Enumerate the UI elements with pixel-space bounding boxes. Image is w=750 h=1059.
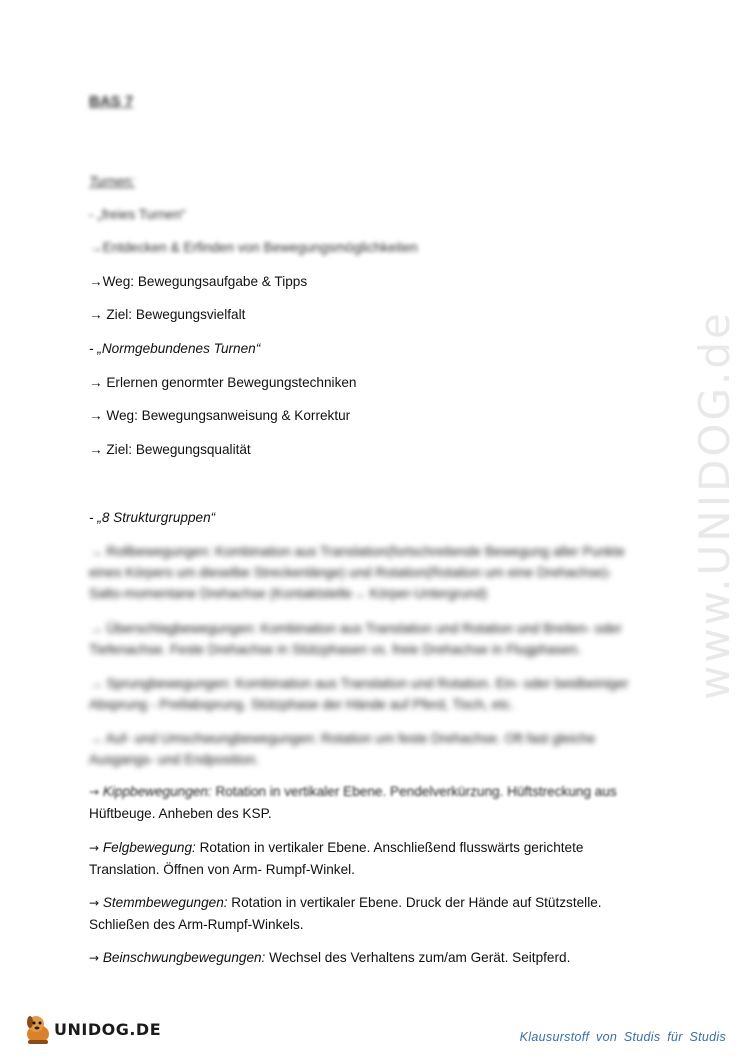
text-line: → Ziel: Bewegungsvielfalt (89, 307, 246, 322)
footer-tagline: Klausurstoff von Studis für Studis (519, 1030, 726, 1044)
blurred-paragraph: → Sprungbewegungen: Kombination aus Translation und Rotation. Ein- oder beidbeiniger Absprung - Prellabsprung. Stützphase der Hände auf Pferd, Tisch, etc. (89, 676, 629, 712)
section-heading: Turnen: (89, 174, 135, 189)
felg-paragraph (89, 837, 649, 880)
stemm-text: Rotation in vertikaler Ebene. Druck der Hände auf Stützstelle. Schließen des Arm-Rumpf-Winkels. (89, 895, 602, 932)
felg-text: Rotation in vertikaler Ebene. Anschließend flusswärts gerichtete Translation. Öffnen von Arm- Rumpf-Winkel. (89, 840, 584, 877)
text-line: - „8 Strukturgruppen“ (89, 510, 216, 525)
kipp-label: Kippbewegungen: (102, 784, 212, 799)
watermark: www.UNIDOG.de (690, 310, 739, 700)
stemm-label: Stemmbewegungen: (102, 895, 228, 910)
arrow-icon: → (89, 896, 100, 910)
text-line: →Weg: Bewegungsaufgabe & Tipps (89, 274, 308, 289)
blurred-paragraph: → Auf- und Umschwungbewegungen: Rotation um feste Drehachse. Oft fast gleiche Ausgangs- und Endposition. (89, 731, 596, 767)
text-line: → Weg: Bewegungsanweisung & Korrektur (89, 408, 351, 423)
text-line: - „Normgebundenes Turnen“ (89, 341, 261, 356)
blurred-paragraph: → Rollbewegungen: Kombination aus Translation(fortschreitende Bewegung aller Punkte eines Körpers um dieselbe Streckenlänge) und Rotation(Rotation um eine Drehachse)- Salto-momentane Drehachse (Kontaktstelle→ Körper-Untergrund) (89, 544, 625, 601)
kipp-line-1 (89, 782, 617, 802)
kipp-text-1: Rotation in vertikaler Ebene. Pendelverkürzung. Hüftstreckung aus (211, 784, 617, 799)
arrow-icon: → (89, 841, 100, 855)
document-title: BAS 7 (89, 93, 134, 110)
text-line: → Ziel: Bewegungsqualität (89, 442, 251, 457)
text-line: →Entdecken & Erfinden von Bewegungsmöglichkeiten (89, 240, 418, 255)
blurred-paragraph: → Überschlagbewegungen: Kombination aus Translation und Rotation und Breiten- oder Tiefenachse. Feste Drehachse in Stützphasen vs. freie Drehachse in Flugphasen. (89, 621, 622, 657)
arrow-icon: → (89, 951, 100, 965)
unidog-logo[interactable] (22, 1012, 162, 1048)
beinschwung-label: Beinschwungbewegungen: (102, 950, 266, 965)
dog-mascot-icon (22, 1012, 56, 1046)
felg-label: Felgbewegung: (102, 840, 196, 855)
beinschwung-text: Wechsel des Verhaltens zum/am Gerät. Seitpferd. (265, 950, 571, 965)
stemm-paragraph (89, 892, 649, 935)
text-line: → Erlernen genormter Bewegungstechniken (89, 375, 357, 390)
arrow-icon: → (89, 785, 100, 799)
kipp-line-2: Hüftbeuge. Anheben des KSP. (89, 806, 272, 821)
logo-text: UNIDOG.DE (54, 1020, 162, 1039)
text-line: - „freies Turnen“ (89, 207, 186, 222)
beinschwung-paragraph (89, 947, 649, 969)
